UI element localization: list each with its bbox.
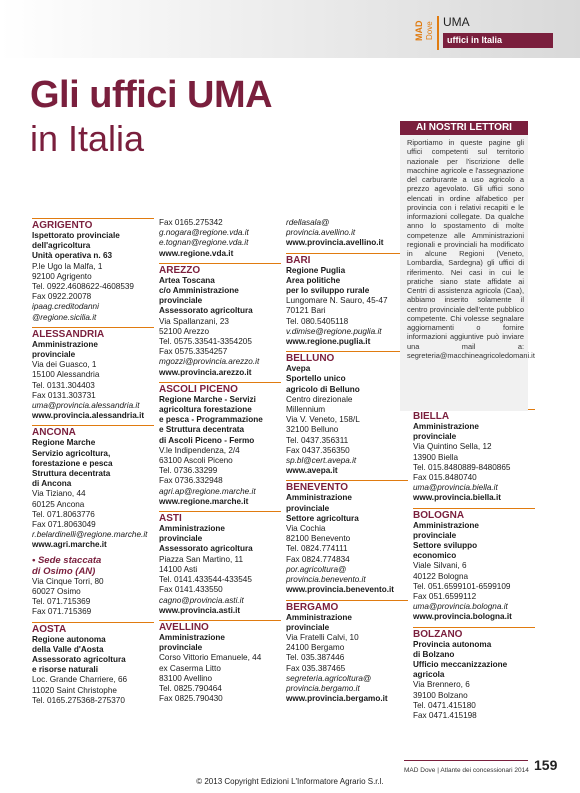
office-detail: 24100 Bergamo: [286, 643, 345, 653]
subsection-label: uffici in Italia: [443, 33, 553, 48]
office-name: e pesca - Programmazione: [159, 415, 263, 425]
office-detail: 39100 Bolzano: [413, 690, 468, 700]
office-name: Avepa: [286, 364, 311, 374]
branch-heading: • Sede staccata: [32, 554, 102, 566]
office-name: Amministrazione: [413, 422, 479, 431]
office-detail: Fax 0824.774834: [286, 554, 350, 564]
office-detail: Via Spallanzani, 23: [159, 316, 229, 326]
office-name: della Valle d'Aosta: [32, 644, 104, 654]
province-heading: AVELLINO: [159, 620, 281, 633]
office-entry: [32, 425, 154, 550]
province-heading: BARI: [286, 253, 408, 266]
office-detail: Tel. 0165.275368-275370: [32, 695, 125, 705]
header-band: [0, 0, 580, 58]
header-divider: [437, 16, 439, 50]
office-website[interactable]: www.provincia.asti.it: [159, 605, 241, 615]
office-detail: 60027 Osimo: [32, 586, 81, 596]
office-name: forestazione e pesca: [32, 458, 113, 468]
province-heading: ASTI: [159, 511, 281, 524]
copyright-notice: © 2013 Copyright Edizioni L'Informatore Agrario S.r.l.: [196, 777, 384, 786]
office-website[interactable]: www.agri.marche.it: [32, 540, 107, 550]
office-detail: Via Brennero, 6: [413, 680, 470, 690]
office-email[interactable]: uma@provincia.biella.it: [413, 483, 498, 493]
office-detail: Fax 0165.275342: [159, 218, 223, 227]
office-detail: 63100 Ascoli Piceno: [159, 456, 233, 466]
office-detail: Tel. 0922.4608622-4608539: [32, 282, 134, 292]
office-detail: Tel. 071.715369: [32, 597, 91, 607]
office-name: per lo sviluppo rurale: [286, 286, 370, 296]
office-name: Amministrazione: [159, 524, 225, 534]
office-website[interactable]: www.provincia.benevento.it: [286, 585, 394, 595]
footer-text: MAD Dove | Atlante dei concessionari 2014: [404, 767, 529, 774]
office-website[interactable]: www.regione.vda.it: [159, 248, 234, 258]
column-4: [413, 409, 535, 725]
office-detail: ex Caserma Litto: [159, 663, 221, 673]
office-email[interactable]: g.nogara@regione.vda.it: [159, 228, 249, 238]
office-name: Settore agricoltura: [286, 513, 359, 523]
office-name: economico: [413, 551, 457, 561]
office-email[interactable]: uma@provincia.alessandria.it: [32, 401, 140, 411]
office-name: agricoltura forestazione: [159, 405, 252, 415]
office-entry: [286, 218, 408, 249]
office-name: di Bolzano: [413, 649, 455, 659]
office-email[interactable]: rdellasala@: [286, 218, 330, 227]
office-name: c/o Amministrazione: [159, 286, 239, 296]
office-name: provinciale: [413, 432, 457, 442]
office-detail: Tel. 0575.33541-3354205: [159, 337, 252, 347]
office-entry: [159, 382, 281, 507]
province-heading: BIELLA: [413, 409, 535, 422]
office-email[interactable]: r.belardinelli@regione.marche.it: [32, 530, 148, 540]
office-detail: V.le Indipendenza, 2/4: [159, 445, 240, 455]
office-detail: Piazza San Martino, 11: [159, 554, 244, 564]
office-detail: Lungomare N. Sauro, 45-47: [286, 296, 388, 306]
office-entry: [32, 218, 154, 323]
office-name: Regione autonoma: [32, 634, 106, 644]
office-entry: [159, 620, 281, 704]
office-name: Amministrazione: [413, 520, 479, 530]
readers-note-box: [400, 121, 535, 411]
office-entry: [286, 351, 408, 476]
office-website[interactable]: www.provincia.bergamo.it: [286, 694, 388, 704]
office-email[interactable]: agri.ap@regione.marche.it: [159, 486, 256, 496]
office-name: Ispettorato provinciale: [32, 231, 120, 240]
office-detail: Tel. 0131.304403: [32, 380, 95, 390]
office-email[interactable]: @regione.sicilia.it: [32, 312, 97, 322]
office-detail: 83100 Avellino: [159, 673, 213, 683]
office-name: provinciale: [286, 503, 330, 513]
office-name: provinciale: [413, 530, 457, 540]
office-detail: 11020 Saint Christophe: [32, 685, 117, 695]
province-heading: BENEVENTO: [286, 480, 408, 493]
office-detail: 15100 Alessandria: [32, 370, 100, 380]
office-name: Sportello unico: [286, 374, 346, 384]
office-detail: Tel. 0141.433544-433545: [159, 575, 252, 585]
office-detail: 52100 Arezzo: [159, 326, 210, 336]
office-detail: Fax 015.8480740: [413, 473, 477, 483]
office-detail: Fax 0825.790430: [159, 694, 223, 704]
province-heading: BELLUNO: [286, 351, 408, 364]
province-heading: BERGAMO: [286, 600, 408, 613]
office-detail: Via V. Veneto, 158/L: [286, 415, 360, 425]
readers-note-heading: AI NOSTRI LETTORI: [400, 121, 528, 135]
office-name: e Struttura decentrata: [159, 425, 245, 435]
office-name: e risorse naturali: [32, 665, 98, 675]
office-email[interactable]: por.agricoltura@: [286, 564, 347, 574]
page-subtitle: in Italia: [30, 118, 145, 159]
office-website[interactable]: www.regione.puglia.it: [286, 337, 371, 347]
mad-logo: MAD: [414, 20, 424, 42]
office-email[interactable]: ipaag.creditodanni: [32, 302, 99, 312]
office-name: Artea Toscana: [159, 275, 215, 285]
office-detail: 92100 Agrigento: [32, 271, 92, 281]
office-detail: Viale Silvani, 6: [413, 561, 467, 571]
column-3: [286, 218, 408, 708]
branch-heading: di Osimo (AN): [32, 565, 96, 577]
column-1: [32, 218, 154, 710]
office-detail: Tel. 035.387446: [286, 653, 345, 663]
office-detail: Via Quintino Sella, 12: [413, 442, 492, 452]
office-name: dell'agricoltura: [32, 241, 91, 251]
office-email[interactable]: provincia.avellino.it: [286, 228, 356, 238]
office-name: Regione Marche - Servizi: [159, 394, 256, 404]
office-name: di Ascoli Piceno - Fermo: [159, 435, 255, 445]
office-detail: Corso Vittorio Emanuele, 44: [159, 653, 262, 663]
province-heading: ASCOLI PICENO: [159, 382, 281, 395]
office-email[interactable]: cagno@provincia.asti.it: [159, 595, 244, 605]
office-detail: Fax 0131.303731: [32, 390, 96, 400]
office-website[interactable]: www.provincia.avellino.it: [286, 238, 384, 248]
office-email[interactable]: mgozzi@provincia.arezzo.it: [159, 357, 260, 367]
office-website[interactable]: www.avepa.it: [286, 466, 338, 476]
office-name: Amministrazione: [159, 632, 225, 642]
office-entry: [32, 622, 154, 706]
office-name: provinciale: [159, 643, 203, 653]
office-website[interactable]: www.provincia.alessandria.it: [32, 411, 145, 421]
office-detail: 13900 Biella: [413, 452, 459, 462]
office-entry: [159, 263, 281, 378]
page-number: 159: [534, 757, 558, 773]
office-detail: 32100 Belluno: [286, 425, 339, 435]
office-name: Area politiche: [286, 275, 341, 285]
office-detail: Centro direzionale: [286, 394, 353, 404]
office-detail: 82100 Benevento: [286, 534, 351, 544]
province-heading: BOLOGNA: [413, 508, 535, 521]
office-email[interactable]: v.dimise@regione.puglia.it: [286, 326, 382, 336]
office-email[interactable]: provincia.bergamo.it: [286, 683, 360, 693]
footer-divider: [404, 760, 528, 761]
office-name: Regione Marche: [32, 438, 96, 448]
office-email[interactable]: e.tognan@regione.vda.it: [159, 238, 249, 248]
office-email[interactable]: sp.bl@cert.avepa.it: [286, 456, 357, 466]
readers-note-body: Riportiamo in queste pagine gli uffici competenti sul territorio nazionale per l'iscrizione delle macchine agricole e l'assegnazione del carburante a uso agricolo a prezzo agevolato. Gli uffici sono elencati in ordine alfabetico per provincia con i relativi recapiti e le informazioni collegate. Da qualche anno lo spostamento di molte competenze alle Amministrazioni regionali e provinciali ha modificato in alcune Regioni (Veneto, Lombardia, Sardegna) gli uffici di riferimento. Nei casi in cui le pratiche siano state affidate ai Centri di assistenza agricola (Caa), abbiamo inserito solamente il centro provinciale dell'ente pubblico competente. Chi volesse segnalare aggiornamenti o fornire informazioni aggiuntive può inviare una mail a: segreteria@macchineagricoledomani.it: [407, 138, 535, 360]
office-entry: [413, 627, 535, 722]
office-entry: [159, 511, 281, 616]
office-name: agricola: [413, 670, 445, 680]
office-detail: Tel. 0471.415180: [413, 700, 476, 710]
office-entry: [32, 555, 154, 618]
office-name: Assessorato agricoltura: [32, 654, 126, 664]
office-name: Amministrazione: [32, 339, 98, 349]
office-detail: Fax 0922.20078: [32, 292, 92, 302]
office-name: provinciale: [286, 622, 330, 632]
office-name: Settore sviluppo: [413, 541, 478, 551]
office-detail: Via Cinque Torri, 80: [32, 576, 104, 586]
office-entry: [413, 409, 535, 504]
office-name: Assessorato agricoltura: [159, 544, 253, 554]
office-detail: Fax 0471.415198: [413, 711, 477, 721]
office-website[interactable]: www.provincia.bologna.it: [413, 612, 512, 622]
column-2: [159, 218, 281, 708]
province-heading: ANCONA: [32, 425, 154, 438]
office-name: provinciale: [159, 534, 203, 544]
office-detail: Tel. 051.6599101-6599109: [413, 581, 511, 591]
office-name: agricolo di Belluno: [286, 384, 360, 394]
office-detail: 40122 Bologna: [413, 571, 469, 581]
province-heading: ALESSANDRIA: [32, 327, 154, 340]
section-label: UMA: [443, 15, 470, 29]
office-detail: Tel. 015.8480889-8480865: [413, 462, 511, 472]
office-detail: Via Cochia: [286, 524, 326, 534]
office-detail: Tel. 071.8063776: [32, 509, 95, 519]
office-entry: [286, 253, 408, 348]
office-entry: [159, 218, 281, 259]
province-heading: BOLZANO: [413, 627, 535, 640]
office-detail: Fax 0736.332948: [159, 476, 223, 486]
page-title: Gli uffici UMA: [30, 74, 273, 116]
office-name: provinciale: [32, 350, 76, 360]
office-email[interactable]: provincia.benevento.it: [286, 575, 366, 585]
office-name: Struttura decentrata: [32, 469, 111, 479]
province-heading: AOSTA: [32, 622, 154, 635]
office-name: Servizio agricoltura,: [32, 448, 111, 458]
office-name: Amministrazione: [286, 493, 352, 503]
office-detail: 70121 Bari: [286, 306, 326, 316]
office-detail: Tel. 0736.33299: [159, 466, 218, 476]
province-heading: AREZZO: [159, 263, 281, 276]
office-entry: [286, 480, 408, 595]
office-detail: Tel. 080.5405118: [286, 316, 349, 326]
office-name: provinciale: [159, 296, 203, 306]
office-detail: Fax 0575.3354257: [159, 347, 228, 357]
office-detail: 60125 Ancona: [32, 499, 85, 509]
office-detail: Fax 071.715369: [32, 607, 92, 617]
office-email[interactable]: uma@provincia.bologna.it: [413, 602, 508, 612]
office-website[interactable]: www.provincia.biella.it: [413, 493, 501, 503]
office-name: Amministrazione: [286, 612, 352, 622]
dove-logo: Dove: [425, 21, 434, 41]
office-detail: Fax 035.387465: [286, 663, 346, 673]
office-website[interactable]: www.provincia.arezzo.it: [159, 367, 252, 377]
office-detail: Fax 0141.433550: [159, 585, 223, 595]
office-detail: Tel. 0824.774111: [286, 544, 348, 554]
office-detail: Fax 051.6599112: [413, 592, 477, 602]
office-entry: [413, 508, 535, 623]
office-website[interactable]: www.regione.marche.it: [159, 496, 249, 506]
office-detail: Fax 071.8063049: [32, 520, 96, 530]
office-detail: Tel. 0825.790464: [159, 683, 222, 693]
office-detail: Millennium: [286, 405, 326, 415]
province-heading: AGRIGENTO: [32, 218, 154, 231]
office-detail: Fax 0437.356350: [286, 445, 350, 455]
office-name: Assessorato agricoltura: [159, 306, 253, 316]
office-name: Regione Puglia: [286, 265, 346, 275]
office-entry: [32, 327, 154, 422]
office-name: di Ancona: [32, 479, 72, 489]
office-detail: Via Fratelli Calvi, 10: [286, 632, 359, 642]
office-email[interactable]: segreteria.agricoltura@: [286, 673, 372, 683]
office-detail: Tel. 0437.356311: [286, 435, 349, 445]
office-detail: Loc. Grande Charriere, 66: [32, 675, 128, 685]
office-name: Unità operativa n. 63: [32, 251, 113, 261]
office-name: Ufficio meccanizzazione: [413, 660, 508, 670]
office-entry: [286, 600, 408, 705]
office-detail: Via Tiziano, 44: [32, 489, 86, 499]
office-detail: Via dei Guasco, 1: [32, 360, 97, 370]
office-detail: 14100 Asti: [159, 564, 198, 574]
office-name: Provincia autonoma: [413, 639, 492, 649]
office-detail: P.le Ugo la Malfa, 1: [32, 261, 103, 271]
